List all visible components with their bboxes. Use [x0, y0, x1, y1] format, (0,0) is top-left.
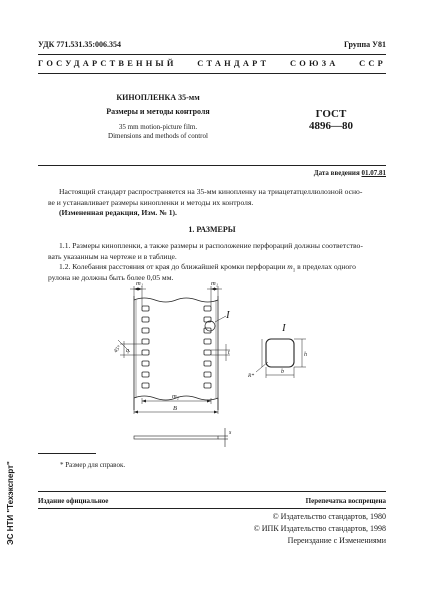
break-top — [134, 298, 218, 302]
label-m1-left: m₁ — [136, 280, 143, 287]
reissue-note: Переиздание с Изменениями — [287, 536, 386, 545]
intro-date-label: Дата введения — [313, 169, 360, 177]
gost-label: ГОСТ — [315, 108, 347, 120]
footer-rule — [38, 491, 386, 492]
copyright-1998: © ИПК Издательство стандартов, 1998 — [253, 524, 386, 533]
section1-p1-line1: 1.1. Размеры кинопленки, а также размеры и расположение перфораций должны соответство- — [59, 241, 363, 250]
perforation-detail — [266, 339, 294, 367]
label-q: q — [126, 348, 129, 354]
standard-title: ГОСУДАРСТВЕННЫЙ СТАНДАРТ СОЮЗА ССР — [38, 59, 386, 68]
side-stamp: ЭС НТИ "Техэксперт" — [6, 461, 15, 545]
reprint-prohibited: Перепечатка воспрещена — [305, 497, 386, 505]
footnote-rule — [38, 453, 96, 454]
footer-rule-2 — [38, 508, 386, 509]
label-s: s — [229, 430, 232, 436]
label-b: b — [281, 369, 284, 375]
section1-heading: 1. РАЗМЕРЫ — [188, 225, 236, 234]
title-en-line2: Dimensions and methods of control — [108, 132, 208, 140]
udc-code: УДК 771.531.35:006.354 — [38, 40, 122, 49]
label-h: h — [304, 352, 307, 358]
intro-date-value: 01.07.81 — [361, 169, 386, 177]
title-ru: КИНОПЛЕНКА 35-мм — [116, 93, 200, 102]
scope-amendment: (Измененная редакция, Изм. № 1). — [59, 208, 177, 217]
p2-sub: 1 — [292, 268, 296, 274]
scope-line2: ве и устанавливает размеры кинопленки и методы их контроля. — [48, 197, 254, 207]
label-callout: I — [226, 309, 230, 321]
scope-line1: Настоящий стандарт распространяется на 35-мм кинопленку на триацетатцеллюлозной осно- — [59, 187, 363, 196]
detail-title: I — [282, 322, 286, 334]
label-m1-right: m₁ — [211, 280, 218, 287]
p2-text-a: 1.2. Колебания расстояния от края до ближайшей кромки перфорации — [59, 262, 288, 271]
section1-p2-line2: рулона не должны быть более 0,05 мм. — [48, 272, 174, 282]
p2-var: m — [287, 262, 293, 271]
perforations-left — [142, 306, 149, 388]
footnote: * Размер для справок. — [60, 461, 126, 469]
label-m2: m₂ — [172, 393, 179, 400]
official-edition: Издание официальное — [38, 497, 109, 505]
perforations-right — [204, 306, 211, 388]
subtitle-ru: Размеры и методы контроля — [106, 107, 210, 116]
label-B: B — [173, 405, 177, 412]
gost-number: 4896—80 — [309, 120, 353, 132]
label-R: R* — [248, 373, 255, 379]
section1-p1-line2: вать указанным на чертеже и в таблице. — [48, 251, 177, 261]
label-t: t — [228, 350, 230, 356]
title-en-line1: 35 mm motion-picture film. — [118, 123, 198, 131]
p2-text-b: в пределах одного — [295, 262, 356, 271]
label-alpha: 45° — [112, 344, 123, 355]
copyright-1980: © Издательство стандартов, 1980 — [272, 512, 386, 521]
group-code: Группа У81 — [343, 40, 386, 49]
film-thickness-profile — [134, 436, 218, 439]
